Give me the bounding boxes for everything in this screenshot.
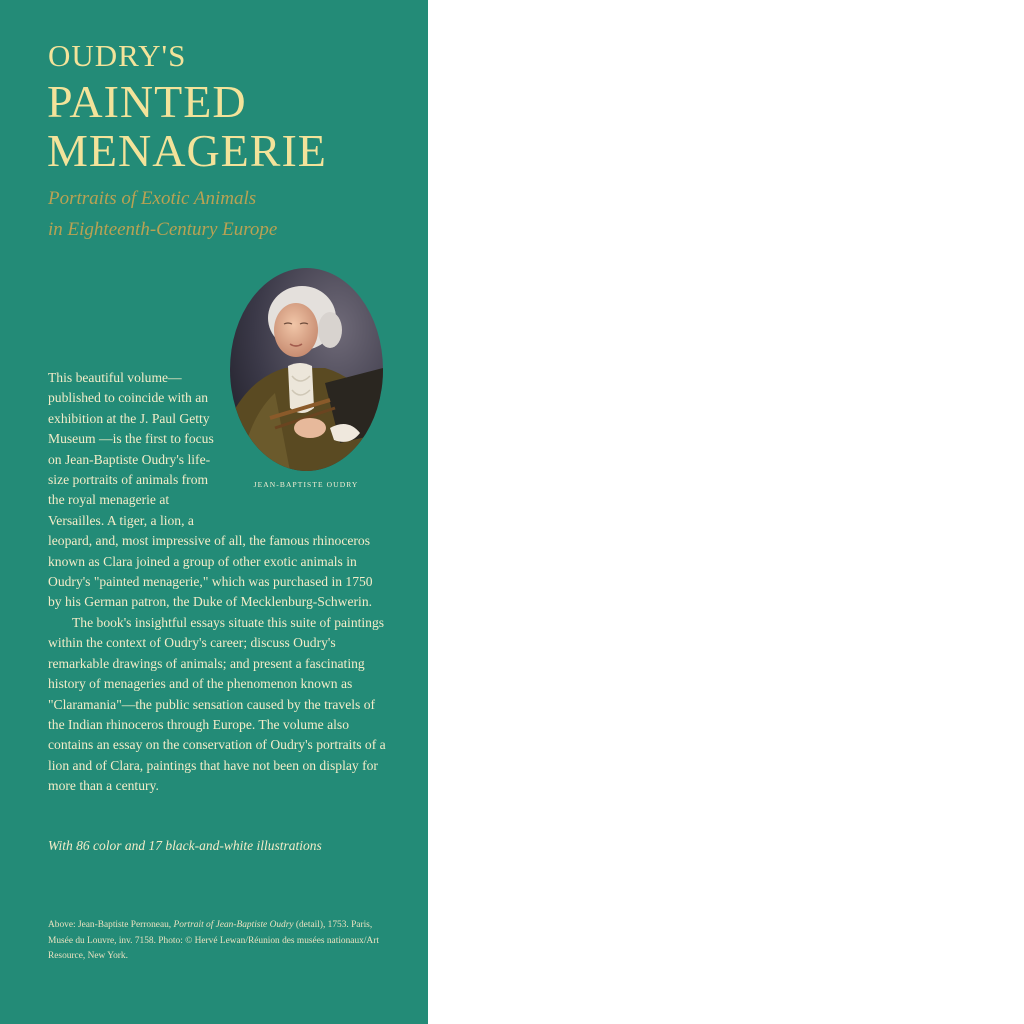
portrait-text-gap [226, 368, 386, 511]
credit-prefix: Above: Jean-Baptiste Perroneau, [48, 920, 174, 930]
description-paragraph-1: This beautiful volume—published to coincide with an exhibition at the J. Paul Getty Museum —is the first to focus on Jean-Baptiste Oudry's life-size portraits of animals from the royal menagerie at Versailles. A tiger, a lion, a leopard, and, most impressive of all, the famous rhinoceros known as Clara joined a group of other exotic animals in Oudry's "painted menagerie," which was purchased in 1750 by his German patron, the Duke of Mecklenburg-Schwerin. [48, 370, 373, 610]
subtitle-line-1: Portraits of Exotic Animals [48, 188, 257, 209]
description-paragraph-2: The book's insightful essays situate this suite of paintings within the context of Oudry's career; discuss Oudry's remarkable drawings of animals; and present a fascinating history of menageries and of the phenomenon known as "Claramania"—the public sensation caused by the travels of the Indian rhinoceros through Europe. The volume also contains an essay on the conservation of Oudry's portraits of a lion and of Clara, paintings that have not been on display for more than a century. [48, 614, 386, 794]
title-line-painted: PAINTED [47, 76, 247, 127]
back-cover-panel [0, 0, 428, 1024]
title-line-oudrys: OUDRY'S [48, 38, 187, 73]
subtitle [48, 183, 277, 245]
illustrations-note: With 86 color and 17 black-and-white illustrations [48, 838, 322, 853]
subtitle-line-2: in Eighteenth-Century Europe [48, 219, 278, 240]
portrait-caption: JEAN-BAPTISTE OUDRY [253, 480, 359, 489]
photo-credit [48, 918, 383, 965]
credit-suffix: (detail), 1753. Paris, Musée du Louvre, inv. 7158. Photo: © Hervé Lewan/Réunion des musées nationaux/Art Resource, New York. [48, 920, 379, 961]
credit-work-title: Portrait of Jean-Baptiste Oudry [173, 920, 294, 930]
title-line-menagerie: MENAGERIE [47, 125, 327, 176]
description [48, 368, 386, 797]
